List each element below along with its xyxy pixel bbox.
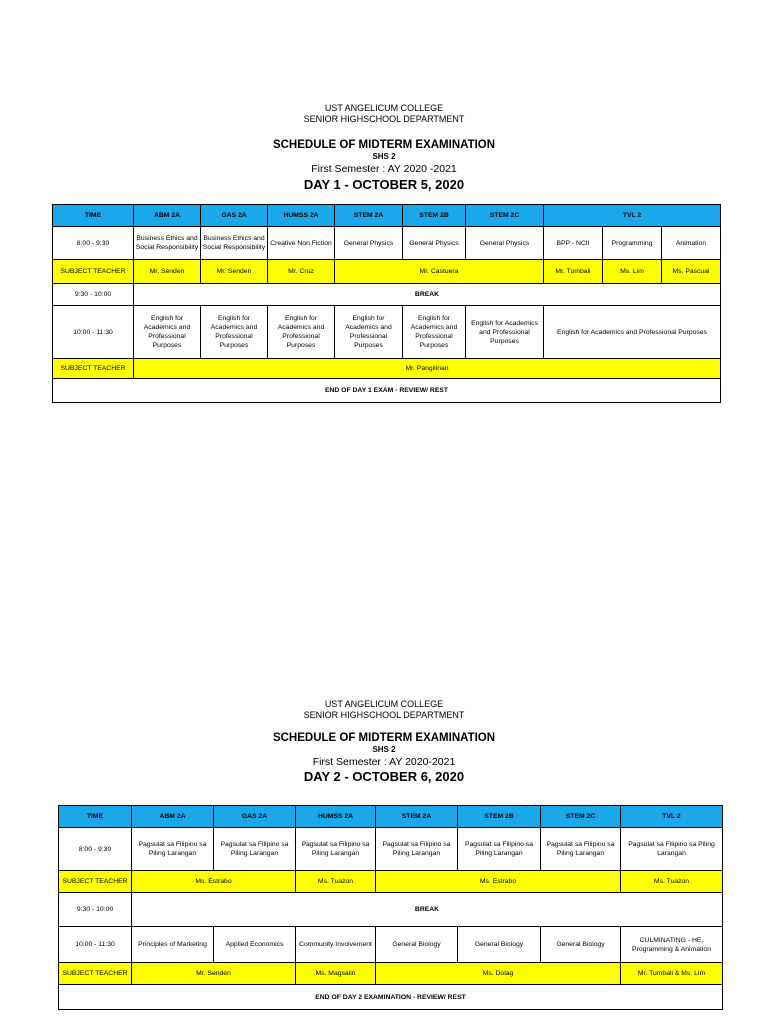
end-note: END OF DAY 1 EXAM - REVIEW/ REST	[53, 379, 721, 403]
subject-cell: Animation	[662, 227, 721, 260]
subject-cell: English for Academics and Professional Purposes	[268, 306, 335, 359]
teacher-cell: Mr. Tumbali	[544, 260, 603, 284]
time-cell: 10:00 - 11:30	[53, 306, 134, 359]
department-name: SENIOR HIGHSCHOOL DEPARTMENT	[303, 114, 465, 124]
break-row	[59, 893, 723, 927]
subject-cell: Community Involvement	[296, 927, 376, 963]
subject-cell: English for Academics and Professional Purposes	[466, 306, 544, 359]
col-header: TIME	[53, 205, 134, 227]
end-note: END OF DAY 2 EXAMINATION - REVIEW/ REST	[59, 985, 723, 1010]
subject-cell: Creative Non Fiction	[268, 227, 335, 260]
subject-cell: Programming	[603, 227, 662, 260]
schedule-table-day2	[58, 805, 723, 1010]
teacher-cell: Ms. Estrabo	[376, 871, 621, 893]
time-cell: 8:00 - 9:30	[59, 828, 132, 871]
teacher-cell: Ms. Tuazon	[296, 871, 376, 893]
time-cell: 10:00 - 11:30	[59, 927, 132, 963]
subject-cell: General Physics	[466, 227, 544, 260]
table-row	[59, 927, 723, 963]
page-title: SCHEDULE OF MIDTERM EXAMINATION	[272, 139, 496, 151]
subject-cell: Pagsulat sa Filipino sa Piling Larangan	[296, 828, 376, 871]
teacher-cell: Mr. Castuera	[335, 260, 544, 284]
col-header: STEM 2B	[403, 205, 466, 227]
teacher-label: SUBJECT TEACHER	[59, 963, 132, 985]
subject-cell: Pagsulat sa Filipino sa Piling Larangan	[214, 828, 296, 871]
col-header: TIME	[59, 806, 132, 828]
break-label: BREAK	[132, 893, 723, 927]
department-name: SENIOR HIGHSCHOOL DEPARTMENT	[303, 710, 465, 720]
break-label: BREAK	[134, 284, 721, 306]
teacher-cell: Mr. Cruz	[268, 260, 335, 284]
subject-cell: General Physics	[335, 227, 403, 260]
col-header: TVL 2	[544, 205, 721, 227]
col-header: ABM 2A	[132, 806, 214, 828]
teacher-cell: Mr. Tumbali & Ms. Lim	[621, 963, 723, 985]
subject-cell: Pagsulat sa Filipino sa Piling Larangan	[376, 828, 458, 871]
teacher-cell: Ms. Pascual	[662, 260, 721, 284]
schedule-table-day1	[52, 204, 721, 403]
teacher-label: SUBJECT TEACHER	[59, 871, 132, 893]
subject-cell: Pagsulat sa Filipino sa Piling Larangan	[541, 828, 621, 871]
grade-level: SHS 2	[372, 152, 396, 161]
col-header: STEM 2A	[335, 205, 403, 227]
grade-level: SHS 2	[372, 745, 396, 754]
header-row	[53, 205, 721, 227]
col-header: HUMSS 2A	[268, 205, 335, 227]
subject-cell: BPP - NCII	[544, 227, 603, 260]
teacher-cell: Mr. Senden	[132, 963, 296, 985]
teacher-row	[53, 359, 721, 379]
header-row	[59, 806, 723, 828]
teacher-cell: Ms. Dolag	[376, 963, 621, 985]
subject-cell: Pagsulat sa Filipino sa Piling Larangan	[458, 828, 541, 871]
subject-cell: Business Ethics and Social Responsibility	[201, 227, 268, 260]
end-row	[59, 985, 723, 1010]
subject-cell: General Biology	[376, 927, 458, 963]
teacher-row	[59, 871, 723, 893]
subject-cell: Pagsulat sa Filipino sa Piling Larangan	[621, 828, 723, 871]
page-title: SCHEDULE OF MIDTERM EXAMINATION	[272, 732, 496, 744]
end-row	[53, 379, 721, 403]
semester: First Semester : AY 2020-2021	[312, 756, 456, 768]
teacher-cell: Mr. Pangilinan	[134, 359, 721, 379]
col-header: GAS 2A	[214, 806, 296, 828]
teacher-cell: Ms. Lim	[603, 260, 662, 284]
teacher-cell: Mr. Senden	[201, 260, 268, 284]
teacher-row	[59, 963, 723, 985]
col-header: STEM 2C	[541, 806, 621, 828]
subject-cell: English for Academics and Professional Purposes	[403, 306, 466, 359]
col-header: TVL 2	[621, 806, 723, 828]
teacher-cell: Ms. Tuazon	[621, 871, 723, 893]
subject-cell: Pagsulat sa Filipino sa Piling Larangan	[132, 828, 214, 871]
teacher-label: SUBJECT TEACHER	[53, 260, 134, 284]
teacher-cell: Ms. Magsalin	[296, 963, 376, 985]
subject-cell: Applied Economics	[214, 927, 296, 963]
subject-cell: CULMINATING - HE, Programming & Animation	[621, 927, 723, 963]
col-header: GAS 2A	[201, 205, 268, 227]
subject-cell: Business Ethics and Social Responsibility	[134, 227, 201, 260]
col-header: ABM 2A	[134, 205, 201, 227]
time-cell: 9:30 - 10:00	[59, 893, 132, 927]
day-title: DAY 2 - OCTOBER 6, 2020	[303, 769, 465, 784]
col-header: STEM 2B	[458, 806, 541, 828]
subject-cell: General Biology	[458, 927, 541, 963]
subject-cell: Principles of Marketing	[132, 927, 214, 963]
teacher-cell: Mr. Senden	[134, 260, 201, 284]
teacher-row	[53, 260, 721, 284]
school-name: UST ANGELICUM COLLEGE	[324, 103, 444, 113]
table-row	[59, 828, 723, 871]
teacher-cell: Ms. Estrabo	[132, 871, 296, 893]
teacher-label: SUBJECT TEACHER	[53, 359, 134, 379]
school-name: UST ANGELICUM COLLEGE	[324, 699, 444, 709]
subject-cell: General Physics	[403, 227, 466, 260]
table-row	[53, 306, 721, 359]
subject-cell: General Biology	[541, 927, 621, 963]
subject-cell: English for Academics and Professional Purposes	[335, 306, 403, 359]
subject-cell: English for Academics and Professional Purposes	[134, 306, 201, 359]
col-header: HUMSS 2A	[296, 806, 376, 828]
day-title: DAY 1 - OCTOBER 5, 2020	[303, 177, 465, 192]
subject-cell: English for Academics and Professional Purposes	[544, 306, 721, 359]
col-header: STEM 2C	[466, 205, 544, 227]
table-row	[53, 227, 721, 260]
time-cell: 8:00 - 9:30	[53, 227, 134, 260]
semester: First Semester : AY 2020 -2021	[311, 163, 457, 175]
time-cell: 9:30 - 10:00	[53, 284, 134, 306]
col-header: STEM 2A	[376, 806, 458, 828]
subject-cell: English for Academics and Professional Purposes	[201, 306, 268, 359]
break-row	[53, 284, 721, 306]
